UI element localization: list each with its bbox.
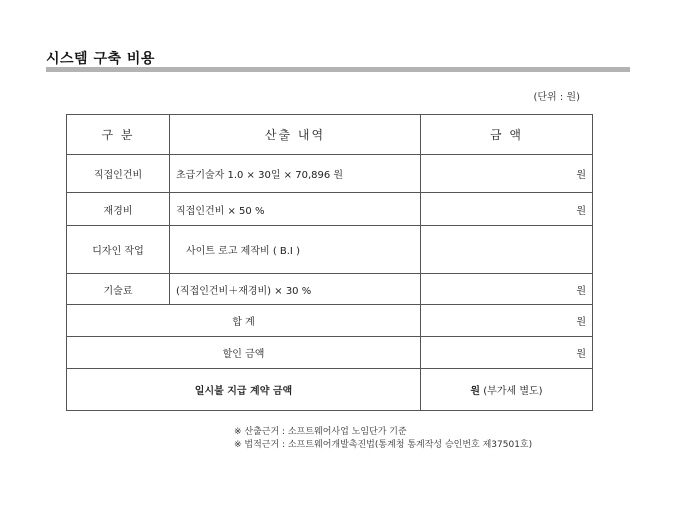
title-underline — [46, 67, 630, 72]
table-row — [67, 193, 593, 226]
total-amount: 원 — [421, 305, 593, 337]
row-detail: (직접인건비＋재경비) × 30 % — [170, 274, 421, 305]
table-header-row — [67, 115, 593, 155]
header-detail: 산출 내역 — [170, 115, 421, 155]
row-detail: 사이트 로고 제작비 ( B.I ) — [170, 226, 421, 274]
row-detail: 직접인건비 × 50 % — [170, 193, 421, 226]
total-label: 합 계 — [67, 305, 421, 337]
footnotes — [234, 426, 532, 452]
cost-table — [66, 114, 593, 411]
table-row — [67, 155, 593, 193]
unit-label: (단위 : 원) — [533, 92, 580, 103]
total-row — [67, 305, 593, 337]
table-row — [67, 274, 593, 305]
table-row — [67, 226, 593, 274]
row-category: 기술료 — [67, 274, 170, 305]
contract-amount-unit: 원 — [470, 386, 481, 397]
contract-amount-note: (부가세 별도) — [483, 386, 543, 397]
row-category: 디자인 작업 — [67, 226, 170, 274]
contract-label: 일시불 지급 계약 금액 — [67, 369, 421, 411]
discount-label: 할인 금액 — [67, 337, 421, 369]
row-category: 직접인건비 — [67, 155, 170, 193]
row-amount — [421, 226, 593, 274]
row-amount: 원 — [421, 193, 593, 226]
contract-amount — [421, 369, 593, 411]
header-category: 구 분 — [67, 115, 170, 155]
row-amount: 원 — [421, 155, 593, 193]
row-detail: 초급기술자 1.0 × 30일 × 70,896 원 — [170, 155, 421, 193]
row-category: 재경비 — [67, 193, 170, 226]
contract-row — [67, 369, 593, 411]
page-title: 시스템 구축 비용 — [46, 51, 155, 67]
footnote-basis: ※ 산출근거 : 소프트웨어사업 노임단가 기준 — [234, 427, 407, 437]
header-amount: 금 액 — [421, 115, 593, 155]
discount-amount: 원 — [421, 337, 593, 369]
footnote-legal: ※ 법적근거 : 소프트웨어개발촉진법(통계청 통계작성 승인번호 제37501호) — [234, 440, 533, 450]
row-amount: 원 — [421, 274, 593, 305]
discount-row — [67, 337, 593, 369]
